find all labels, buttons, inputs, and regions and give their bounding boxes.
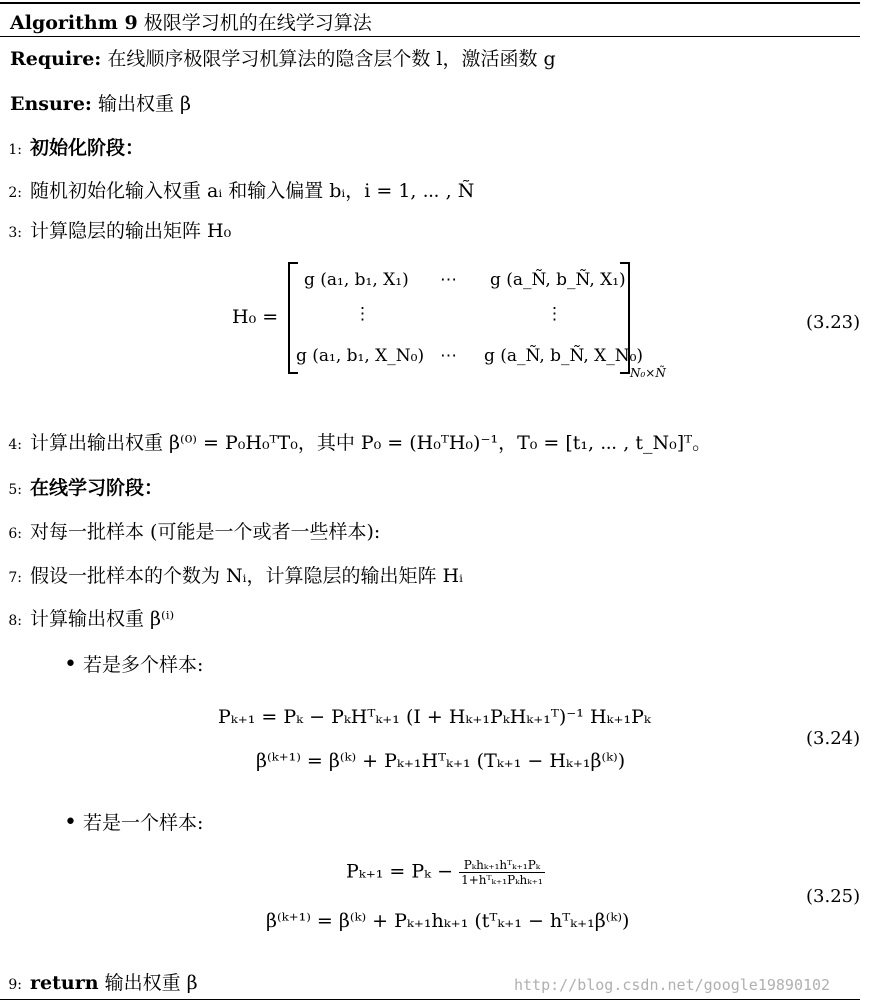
bullet-text: 若是一个样本:: [83, 812, 204, 834]
eq325-number: (3.25): [806, 886, 861, 907]
eq324-line1: Pₖ₊₁ = Pₖ − PₖHᵀₖ₊₁ (I + Hₖ₊₁PₖHₖ₊₁ᵀ)⁻¹ Hₖ₊₁Pₖ: [218, 706, 651, 728]
fraction-numerator: Pₖhₖ₊₁hᵀₖ₊₁Pₖ: [459, 858, 545, 873]
watermark-url: http://blog.csdn.net/google19890102: [514, 976, 831, 994]
eq323-number: (3.23): [806, 312, 861, 333]
matrix-cell: ⋯: [440, 346, 457, 366]
bottom-rule: [0, 999, 860, 1000]
eq325-line2: β⁽ᵏ⁺¹⁾ = β⁽ᵏ⁾ + Pₖ₊₁hₖ₊₁ (tᵀₖ₊₁ − hᵀₖ₊₁β⁽ᵏ⁾): [266, 910, 630, 932]
algorithm-number: Algorithm 9: [10, 12, 138, 34]
bullet-text: 若是多个样本:: [83, 654, 204, 676]
step-1: [0, 133, 144, 160]
eq324-line2: β⁽ᵏ⁺¹⁾ = β⁽ᵏ⁾ + Pₖ₊₁Hᵀₖ₊₁ (Tₖ₊₁ − Hₖ₊₁β⁽ᵏ⁾): [256, 750, 626, 772]
eq324-number: (3.24): [806, 728, 861, 749]
top-rule-thick: [0, 2, 860, 4]
step-number: 2:: [8, 185, 22, 201]
matrix-cell: g (a₁, b₁, X₁): [304, 270, 409, 290]
step-text: 假设一批样本的个数为 Nᵢ，计算隐层的输出矩阵 Hᵢ: [30, 565, 463, 587]
step-number: 8:: [8, 613, 22, 629]
bullet-dot: •: [64, 810, 77, 835]
step-number: 4:: [8, 437, 22, 453]
eq325-line1-left: Pₖ₊₁ = Pₖ −: [346, 860, 454, 883]
step-text: 计算出输出权重 β⁽⁰⁾ = P₀H₀ᵀT₀，其中 P₀ = (H₀ᵀH₀)⁻¹，T₀ = [t₁, ⋯ , t_N₀]ᵀ。: [30, 432, 712, 454]
step-8: [0, 604, 174, 631]
algorithm-name: 极限学习机的在线学习算法: [143, 12, 372, 34]
eq323-matrix: [288, 262, 644, 374]
step-number: 5:: [8, 482, 22, 498]
matrix-cell: ⋯: [440, 270, 457, 290]
step-number: 3:: [8, 225, 22, 241]
step-2: [0, 176, 474, 203]
require-text: 在线顺序极限学习机算法的隐含层个数 l，激活函数 g: [107, 48, 556, 70]
step-number: 9:: [8, 977, 22, 993]
step-number: 1:: [8, 142, 22, 158]
require-keyword: Require:: [10, 48, 102, 70]
ensure-text: 输出权重 β: [97, 93, 191, 115]
matrix-cell: g (a₁, b₁, X_N₀): [296, 346, 425, 366]
step-number: 6:: [8, 526, 22, 542]
step-text: 对每一批样本 (可能是一个或者一些样本):: [30, 521, 381, 543]
matrix-cell: g (a_Ñ, b_Ñ, X₁): [490, 270, 626, 290]
title-underline: [0, 36, 860, 37]
step-6: [0, 517, 380, 544]
ensure-keyword: Ensure:: [10, 93, 92, 115]
bullet-dot: •: [64, 652, 77, 677]
step-text: 输出权重 β: [104, 972, 198, 994]
matrix-cell: g (a_Ñ, b_Ñ, X_N₀): [484, 346, 644, 366]
eq325-fraction: [459, 858, 545, 887]
step-3: [0, 216, 231, 243]
matrix-cell: ⋮: [546, 304, 563, 324]
bullet-single-sample: [64, 808, 203, 835]
step-text: 计算输出权重 β⁽ⁱ⁾: [30, 608, 175, 630]
return-keyword: return: [30, 972, 99, 994]
step-text: 在线学习阶段：: [30, 477, 164, 499]
require-line: [10, 44, 556, 71]
ensure-line: [10, 89, 191, 116]
step-text: 随机初始化输入权重 aᵢ 和输入偏置 bᵢ，i = 1, ⋯ , Ñ: [30, 180, 475, 202]
step-text: 初始化阶段：: [30, 137, 145, 159]
eq323-size-subscript: N₀×Ñ: [630, 366, 666, 380]
matrix-cell: ⋮: [354, 304, 371, 324]
step-7: [0, 561, 463, 588]
step-number: 7:: [8, 570, 22, 586]
step-text: 计算隐层的输出矩阵 H₀: [30, 220, 232, 242]
eq323-lhs: H₀ =: [232, 306, 279, 328]
eq325-line1: [346, 858, 545, 887]
algorithm-title: [10, 8, 372, 35]
fraction-denominator: 1+hᵀₖ₊₁Pₖhₖ₊₁: [461, 873, 543, 887]
step-4: [0, 428, 711, 455]
step-9: [0, 968, 198, 995]
bullet-multi-sample: [64, 650, 203, 677]
step-5: [0, 473, 163, 500]
